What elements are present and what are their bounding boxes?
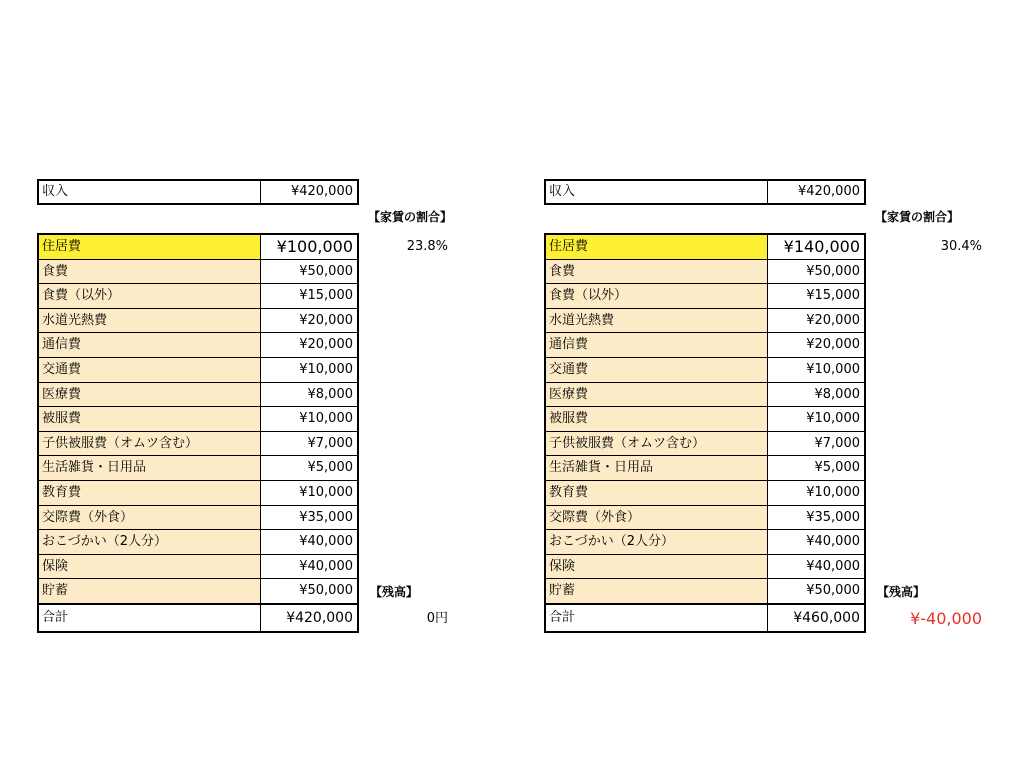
expense-label: 交通費 xyxy=(39,358,261,382)
expense-label: 住居費 xyxy=(39,235,261,259)
table-row xyxy=(546,481,864,506)
expense-label: 教育費 xyxy=(546,481,768,505)
expense-value: ¥20,000 xyxy=(261,309,357,333)
table-row xyxy=(39,506,357,531)
expense-value: ¥8,000 xyxy=(261,383,357,407)
expense-label: 食費 xyxy=(546,260,768,284)
total-value: ¥420,000 xyxy=(286,610,353,626)
table-row xyxy=(39,235,357,260)
table-row xyxy=(546,530,864,555)
expense-value: ¥7,000 xyxy=(261,432,357,456)
table-row xyxy=(39,383,357,408)
expense-value: ¥40,000 xyxy=(261,530,357,554)
expense-label: 交際費（外食） xyxy=(39,506,261,530)
table-row xyxy=(546,235,864,260)
expense-label: 教育費 xyxy=(39,481,261,505)
expense-value: ¥140,000 xyxy=(768,235,864,259)
table-row xyxy=(546,579,864,604)
expense-value: ¥40,000 xyxy=(768,530,864,554)
expense-value: ¥100,000 xyxy=(261,235,357,259)
income-row xyxy=(37,179,359,205)
table-row xyxy=(546,309,864,334)
expense-value: ¥35,000 xyxy=(768,506,864,530)
table-row xyxy=(546,358,864,383)
expense-value: ¥5,000 xyxy=(261,456,357,480)
table-row xyxy=(39,284,357,309)
expense-value: ¥7,000 xyxy=(768,432,864,456)
table-row xyxy=(546,260,864,285)
table-row xyxy=(546,432,864,457)
expense-label: おこづかい（2人分） xyxy=(39,530,261,554)
expense-label: 保険 xyxy=(39,555,261,579)
expense-value: ¥10,000 xyxy=(261,407,357,431)
table-row xyxy=(39,333,357,358)
table-row xyxy=(39,358,357,383)
expense-label: 子供被服費（オムツ含む） xyxy=(39,432,261,456)
table-row xyxy=(39,456,357,481)
expense-label: 生活雑貨・日用品 xyxy=(546,456,768,480)
table-row xyxy=(546,407,864,432)
expense-value: ¥5,000 xyxy=(768,456,864,480)
balance-label: 【残高】 xyxy=(370,585,419,599)
expense-table xyxy=(544,233,866,606)
expense-label: 医療費 xyxy=(39,383,261,407)
expense-label: 食費 xyxy=(39,260,261,284)
expense-label: 貯蓄 xyxy=(39,579,261,604)
income-row xyxy=(544,179,866,205)
expense-label: おこづかい（2人分） xyxy=(546,530,768,554)
total-row xyxy=(37,603,359,633)
table-row xyxy=(546,506,864,531)
rent-ratio-label: 【家賃の割合】 xyxy=(875,210,960,224)
expense-value: ¥15,000 xyxy=(768,284,864,308)
income-value: ¥420,000 xyxy=(290,184,353,199)
table-row xyxy=(546,555,864,580)
expense-value: ¥10,000 xyxy=(768,481,864,505)
expense-value: ¥20,000 xyxy=(261,333,357,357)
expense-value: ¥20,000 xyxy=(768,333,864,357)
income-value: ¥420,000 xyxy=(797,184,860,199)
table-row xyxy=(39,407,357,432)
expense-value: ¥50,000 xyxy=(768,579,864,604)
income-label: 収入 xyxy=(546,181,768,203)
table-row xyxy=(39,530,357,555)
expense-value: ¥20,000 xyxy=(768,309,864,333)
total-label: 合計 xyxy=(39,605,261,631)
expense-label: 保険 xyxy=(546,555,768,579)
expense-label: 被服費 xyxy=(546,407,768,431)
expense-label: 食費（以外） xyxy=(546,284,768,308)
expense-value: ¥50,000 xyxy=(261,260,357,284)
expense-value: ¥50,000 xyxy=(768,260,864,284)
expense-label: 交際費（外食） xyxy=(546,506,768,530)
expense-label: 食費（以外） xyxy=(39,284,261,308)
table-row xyxy=(39,579,357,604)
table-row xyxy=(39,432,357,457)
expense-label: 通信費 xyxy=(546,333,768,357)
income-label: 収入 xyxy=(39,181,261,203)
expense-value: ¥10,000 xyxy=(768,407,864,431)
expense-value: ¥50,000 xyxy=(261,579,357,604)
expense-label: 交通費 xyxy=(546,358,768,382)
expense-label: 生活雑貨・日用品 xyxy=(39,456,261,480)
total-row xyxy=(544,603,866,633)
expense-value: ¥15,000 xyxy=(261,284,357,308)
total-value: ¥460,000 xyxy=(793,610,860,626)
table-row xyxy=(546,284,864,309)
table-row xyxy=(39,481,357,506)
rent-ratio-value: 23.8% xyxy=(406,239,448,254)
rent-ratio-label: 【家賃の割合】 xyxy=(368,210,453,224)
expense-value: ¥10,000 xyxy=(261,358,357,382)
expense-label: 水道光熱費 xyxy=(546,309,768,333)
expense-label: 医療費 xyxy=(546,383,768,407)
table-row xyxy=(39,260,357,285)
table-row xyxy=(546,333,864,358)
expense-label: 被服費 xyxy=(39,407,261,431)
balance-label: 【残高】 xyxy=(877,585,926,599)
rent-ratio-value: 30.4% xyxy=(940,239,982,254)
expense-table xyxy=(37,233,359,606)
expense-value: ¥10,000 xyxy=(768,358,864,382)
table-row xyxy=(39,309,357,334)
expense-value: ¥35,000 xyxy=(261,506,357,530)
expense-value: ¥40,000 xyxy=(261,555,357,579)
expense-value: ¥8,000 xyxy=(768,383,864,407)
expense-value: ¥10,000 xyxy=(261,481,357,505)
table-row xyxy=(546,456,864,481)
table-row xyxy=(546,383,864,408)
balance-value-negative: ¥-40,000 xyxy=(910,609,982,628)
expense-label: 通信費 xyxy=(39,333,261,357)
expense-label: 住居費 xyxy=(546,235,768,259)
total-label: 合計 xyxy=(546,605,768,631)
expense-label: 水道光熱費 xyxy=(39,309,261,333)
table-row xyxy=(39,555,357,580)
expense-label: 子供被服費（オムツ含む） xyxy=(546,432,768,456)
expense-value: ¥40,000 xyxy=(768,555,864,579)
balance-value: 0円 xyxy=(426,611,448,626)
expense-label: 貯蓄 xyxy=(546,579,768,604)
